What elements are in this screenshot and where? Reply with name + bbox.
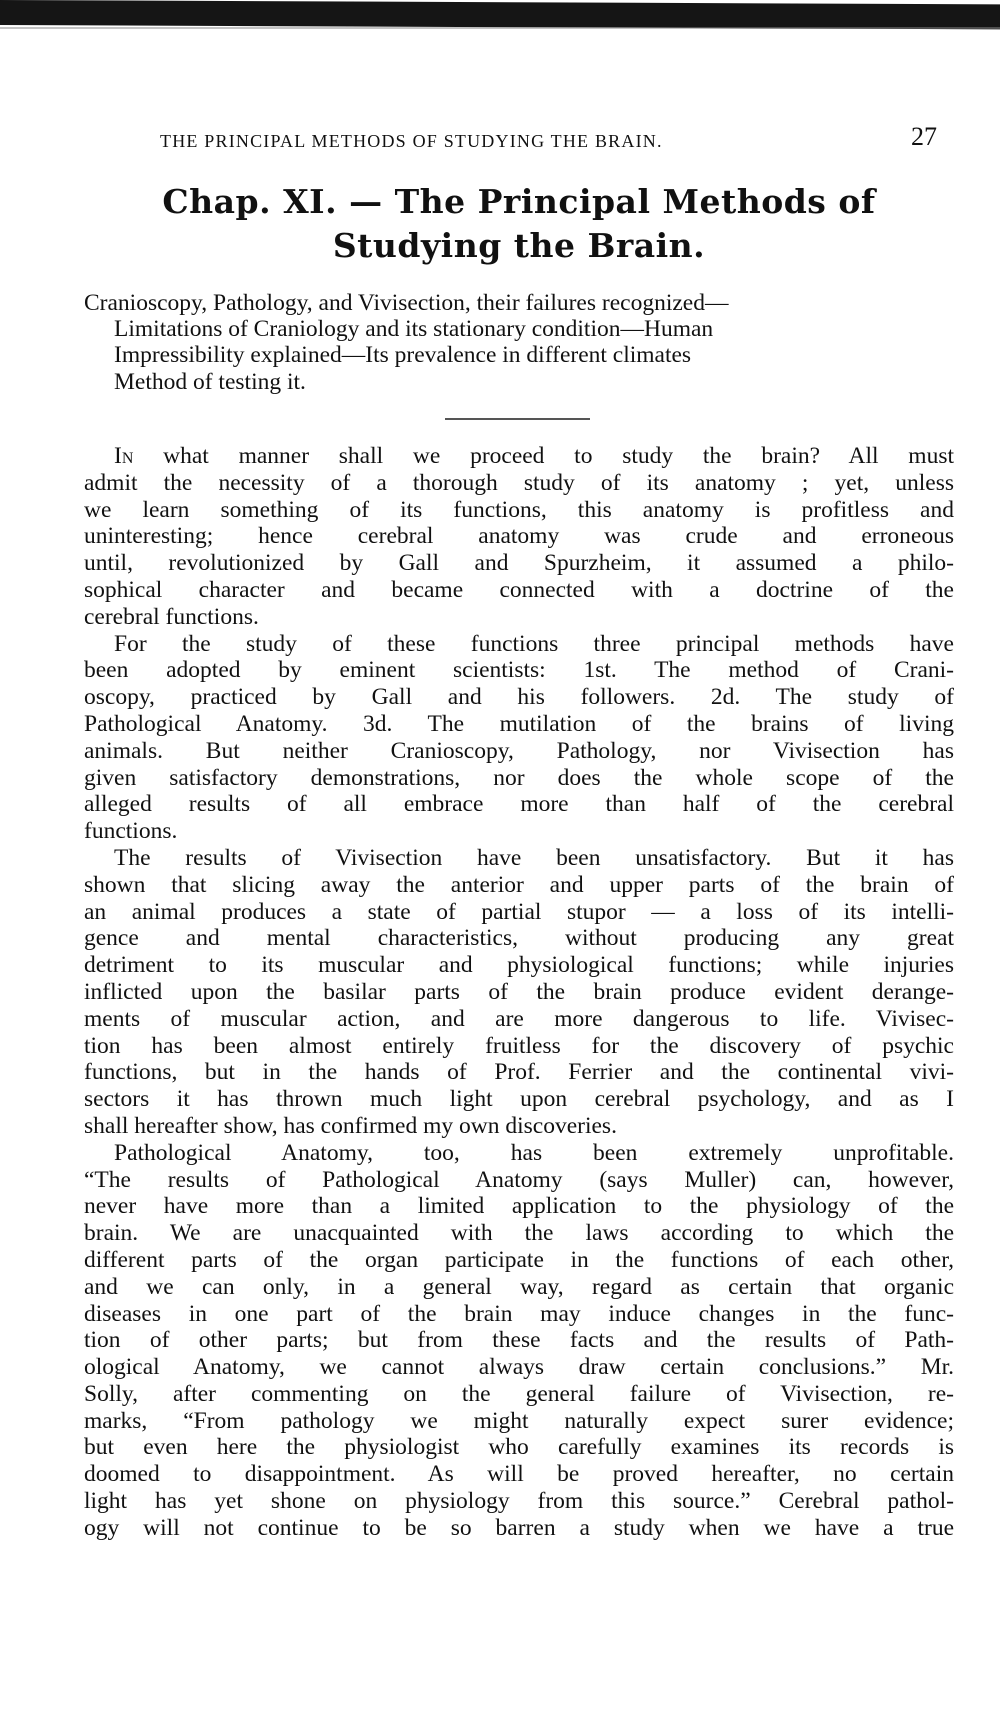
body-line: we learn something of its functions, this anatomy is profitless and	[84, 496, 954, 523]
running-head: THE PRINCIPAL METHODS OF STUDYING THE BRAIN.	[160, 131, 663, 151]
body-line: given satisfactory demonstrations, nor does the whole scope of the	[84, 764, 954, 791]
body-line: inflicted upon the basilar parts of the brain produce evident derange-	[84, 978, 954, 1005]
section-divider	[445, 418, 590, 420]
chapter-summary	[84, 290, 954, 395]
body-line: The results of Vivisection have been unsatisfactory. But it has	[114, 844, 954, 871]
body-line: Solly, after commenting on the general failure of Vivisection, re-	[84, 1380, 954, 1407]
body-line: different parts of the organ participate in the functions of each other,	[84, 1246, 954, 1273]
body-line: gence and mental characteristics, without producing any great	[84, 925, 954, 952]
body-line: tion of other parts; but from these facts and the results of Path-	[84, 1327, 954, 1354]
body-line: functions.	[84, 818, 178, 845]
scan-border-top	[0, 0, 1000, 29]
body-line: tion has been almost entirely fruitless for the discovery of psychic	[84, 1032, 954, 1059]
body-line: light has yet shone on physiology from this source.” Cerebral pathol-	[84, 1488, 954, 1515]
body-line: until, revolutionized by Gall and Spurzheim, it assumed a philo-	[84, 550, 954, 577]
page-number: 27	[911, 122, 937, 151]
summary-line: Method of testing it.	[114, 368, 306, 395]
body-line: brain. We are unacquainted with the laws according to which the	[84, 1220, 954, 1247]
chapter-title: Chap. XI. — The Principal Methods of Studying the Brain.	[162, 182, 876, 265]
body-line: sectors it has thrown much light upon cerebral psychology, and as I	[84, 1086, 954, 1113]
body-line: and we can only, in a general way, regard as certain that organic	[84, 1273, 954, 1300]
drop-lead: In	[114, 443, 134, 469]
summary-line: Cranioscopy, Pathology, and Vivisection, their failures recognized—	[84, 290, 729, 316]
body-line: but even here the physiologist who carefully examines its records is	[84, 1434, 954, 1461]
body-line: ogy will not continue to be so barren a study when we have a true	[84, 1514, 954, 1541]
body-line: shall hereafter show, has confirmed my own discoveries.	[84, 1112, 617, 1139]
body-line: oscopy, practiced by Gall and his followers. 2d. The study of	[84, 684, 954, 711]
body-line: detriment to its muscular and physiological functions; while injuries	[84, 952, 954, 979]
body-line: animals. But neither Cranioscopy, Pathology, nor Vivisection has	[84, 737, 954, 764]
body-line: never have more than a limited application to the physiology of the	[84, 1193, 954, 1220]
body-line: uninteresting; hence cerebral anatomy was crude and erroneous	[84, 523, 954, 550]
body-line: doomed to disappointment. As will be proved hereafter, no certain	[84, 1461, 954, 1488]
body-line: cerebral functions.	[84, 603, 259, 630]
summary-line: Limitations of Craniology and its stationary condition—Human	[114, 316, 714, 343]
body-line: alleged results of all embrace more than half of the cerebral	[84, 791, 954, 818]
body-line: “The results of Pathological Anatomy (says Muller) can, however,	[84, 1166, 954, 1193]
summary-line: Impressibility explained—Its prevalence in different climates	[114, 342, 692, 369]
body-line: admit the necessity of a thorough study of its anatomy ; yet, unless	[84, 469, 954, 496]
body-line: shown that slicing away the anterior and upper parts of the brain of	[84, 871, 954, 898]
body-line: For the study of these functions three principal methods have	[114, 630, 954, 657]
body-line: sophical character and became connected with a doctrine of the	[84, 576, 954, 603]
body-line: functions, but in the hands of Prof. Ferrier and the continental vivi-	[84, 1059, 954, 1086]
body-line: ological Anatomy, we cannot always draw certain conclusions.” Mr.	[84, 1354, 954, 1381]
body-line: Pathological Anatomy, too, has been extremely unprofitable.	[114, 1139, 954, 1166]
body-line: diseases in one part of the brain may induce changes in the func-	[84, 1300, 954, 1327]
body-line: marks, “From pathology we might naturally expect surer evidence;	[84, 1407, 954, 1434]
body-line: ments of muscular action, and are more dangerous to life. Vivisec-	[84, 1005, 954, 1032]
body-text	[84, 443, 954, 1542]
body-line: In what manner shall we proceed to study the brain? All must	[114, 443, 954, 469]
body-line: Pathological Anatomy. 3d. The mutilation of the brains of living	[84, 710, 954, 737]
body-line: an animal produces a state of partial stupor — a loss of its intelli-	[84, 898, 954, 925]
scan-border-edge	[0, 27, 1000, 29]
body-line: been adopted by eminent scientists: 1st. The method of Crani-	[84, 657, 954, 684]
